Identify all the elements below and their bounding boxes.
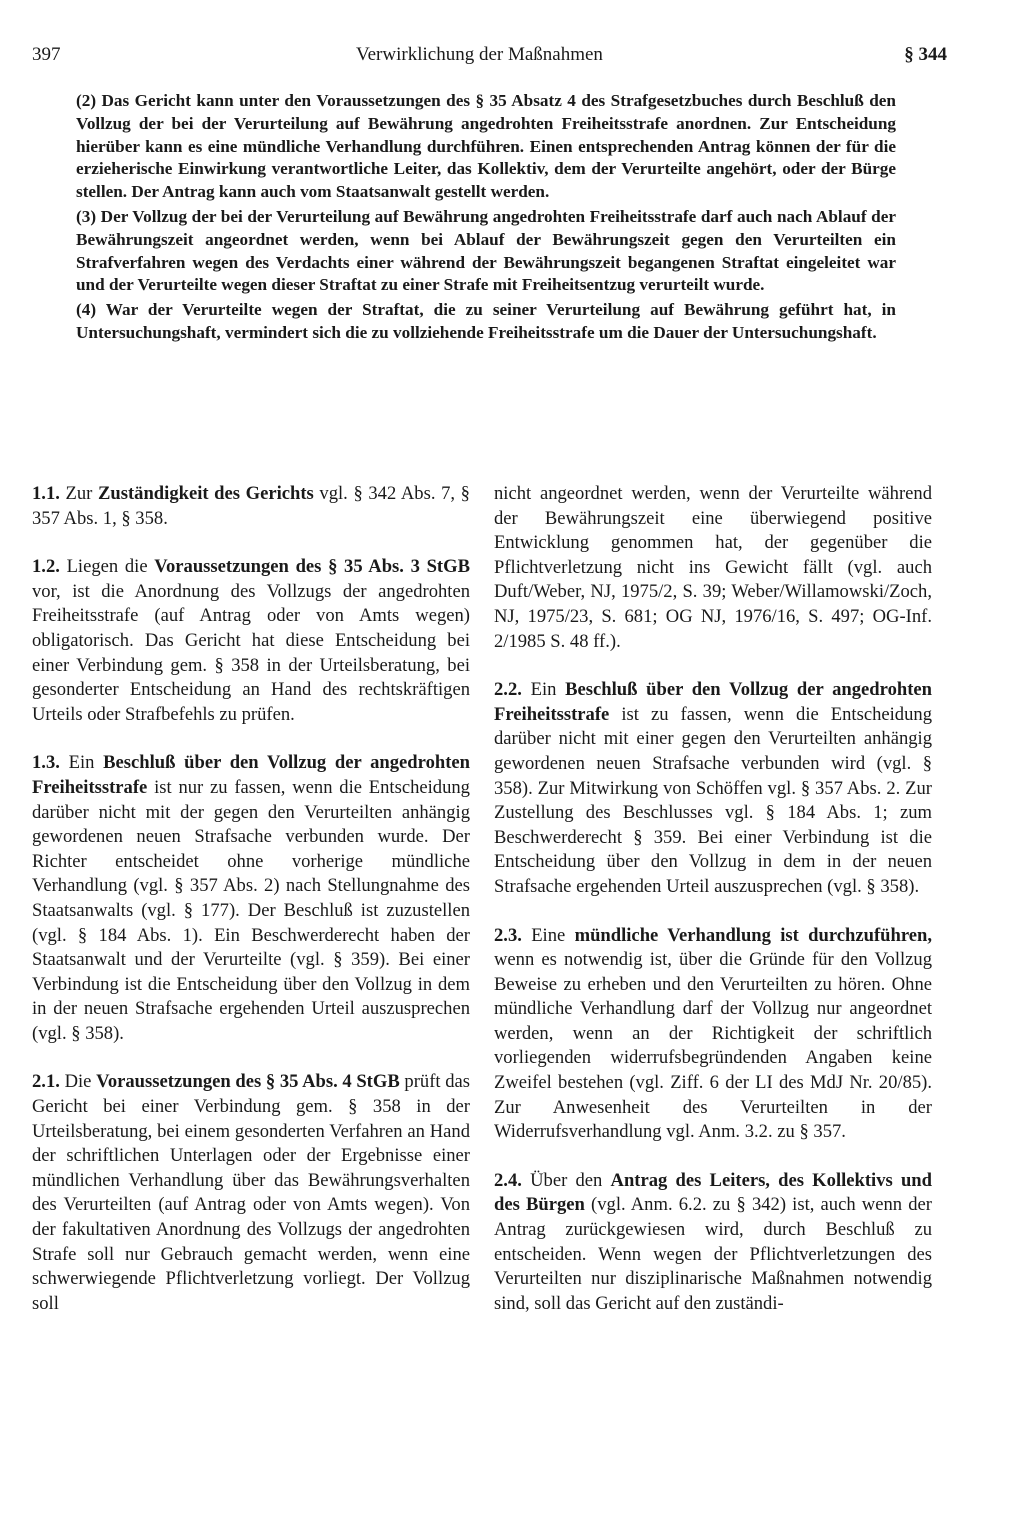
statute-paragraph-4: (4) War der Verurteilte wegen der Straftat, die zu seiner Verurteilung auf Bewährung geführt hat, in Untersuchungshaft, vermindert sich die zu vollziehende Freiheitsstrafe um die Dauer der Untersuchungshaft. (76, 300, 896, 342)
statute-text (76, 90, 896, 347)
note-1-3: 1.3. Ein Beschluß über den Vollzug der angedrohten Freiheitsstrafe ist nur zu fassen, wenn die Entscheidung darüber nicht mit der gegen den Verurteilten anhängig gewordenen neuen Strafsache verbunden wurde. Der Richter entscheidet ohne vorherige mündliche Verhandlung (vgl. § 357 Abs. 2) nach Stellungnahme des Staatsanwalts (vgl. § 177). Der Beschluß ist zuzustellen (vgl. § 184 Abs. 1). Ein Beschwerderecht haben der Staatsanwalt und der Verurteilte (vgl. § 359). Bei einer Verbindung ist die Entscheidung über den Vollzug in dem in der neuen Strafsache ergehenden Urteil auszusprechen (vgl. § 358). (32, 752, 470, 1044)
note-2-2: 2.2. Ein Beschluß über den Vollzug der angedrohten Freiheitsstrafe ist zu fassen, wenn die Entscheidung darüber nicht mit einer gegen den Verurteilten anhängig gewordenen neuen Strafsache verbunden wird (vgl. § 358). Zur Mitwirkung von Schöffen vgl. § 357 Abs. 2. Zur Zustellung des Beschlusses vgl. § 184 Abs. 1; zum Beschwerderecht § 359. Bei einer Verbindung ist die Entscheidung über den Vollzug in dem in der neuen Strafsache ergehenden Urteil auszusprechen (vgl. § 358). (494, 679, 932, 897)
page-header (32, 44, 947, 72)
section-number: § 344 (904, 44, 947, 65)
note-2-1: 2.1. Die Voraussetzungen des § 35 Abs. 4 StGB prüft das Gericht bei einer Verbindung gem. § 358 in der Urteilsberatung, bei einem gesonderten Verfahren an Hand der schriftlichen Unterlagen oder der Ergebnisse einer mündlichen Verhandlung über das Bewährungsverhalten des Verurteilten (auf Antrag oder von Amts wegen). Von der fakultativen Anordnung des Vollzugs der angedrohten Strafe soll nur Gebrauch gemacht werden, wenn eine schwerwiegende Pflichtverletzung vorliegt. Der Vollzug soll (32, 1071, 471, 1314)
note-1-1: 1.1. Zur Zuständigkeit des Gerichts vgl. § 342 Abs. 7, § 357 Abs. 1, § 358. (32, 483, 470, 529)
running-title: Verwirklichung der Maßnahmen (356, 44, 603, 65)
statute-paragraph-2: (2) Das Gericht kann unter den Voraussetzungen des § 35 Absatz 4 des Strafgesetzbuches durch Beschluß den Vollzug der bei der Verurteilung auf Bewährung angedrohten Freiheitsstrafe anordnen. Zur Entscheidung hierüber kann es eine mündliche Verhandlung durchführen. Einen entsprechenden Antrag können der für die erzieherische Einwirkung verantwortliche Leiter, das Kollektiv, dem der Verurteilte angehört, oder der Bürge stellen. Der Antrag kann auch vom Staatsanwalt gestellt werden. (76, 91, 896, 202)
commentary-right-column (494, 482, 932, 1340)
page-number: 397 (32, 44, 61, 65)
note-2-1-continued: nicht angeordnet werden, wenn der Verurteilte während der Bewährungszeit eine überwiegend positive Entwicklung genommen hat, der gegenüber die Pflichtverletzung nicht ins Gewicht fällt (vgl. auch Duft/Weber, NJ, 1975/2, S. 39; Weber/Willamowski/Zoch, NJ, 1975/23, S. 681; OG NJ, 1976/16, S. 497; OG-Inf. 2/1985 S. 48 ff.). (494, 483, 932, 652)
note-1-2: 1.2. Liegen die Voraussetzungen des § 35 Abs. 3 StGB vor, ist die Anordnung des Vollzugs der angedrohten Freiheitsstrafe (auf Antrag oder von Amts wegen) obligatorisch. Das Gericht hat diese Entscheidung bei einer Verbindung gem. § 358 in der Urteilsberatung, bei gesonderter Entscheidung an Hand des rechtskräftigen Urteils oder Strafbefehls zu prüfen. (32, 556, 470, 725)
note-2-4: 2.4. Über den Antrag des Leiters, des Kollektivs und des Bürgen (vgl. Anm. 6.2. zu § 342) ist, auch wenn der Antrag zurückgewiesen wird, durch Beschluß zu entscheiden. Wenn wegen der Pflichtverletzungen des Verurteilten nur disziplinarische Maßnahmen notwendig sind, soll das Gericht auf den zuständi- (494, 1169, 932, 1314)
commentary-left-column (32, 482, 470, 1340)
note-2-3: 2.3. Eine mündliche Verhandlung ist durchzuführen, wenn es notwendig ist, über die Gründe für den Vollzug Beweise zu erheben und den Verurteilten zu hören. Ohne mündliche Verhandlung darf der Vollzug nur angeordnet werden, wenn an der Richtigkeit der schriftlich vorliegenden widerrufsbegründenden Angaben keine Zweifel bestehen (vgl. Ziff. 6 der LI des MdJ Nr. 20/85). Zur Anwesenheit des Verurteilten in der Widerrufsverhandlung vgl. Anm. 3.2. zu § 357. (494, 924, 932, 1143)
statute-paragraph-3: (3) Der Vollzug der bei der Verurteilung auf Bewährung angedrohten Freiheitsstrafe darf auch nach Ablauf der Bewährungszeit angeordnet werden, wenn bei Ablauf der Bewährungszeit gegen den Verurteilten ein Strafverfahren wegen des Verdachts einer während der Bewährungszeit begangenen Straftat eingeleitet war und der Verurteilte wegen dieser Straftat zu einer Strafe mit Freiheitsentzug verurteilt wurde. (76, 206, 896, 295)
